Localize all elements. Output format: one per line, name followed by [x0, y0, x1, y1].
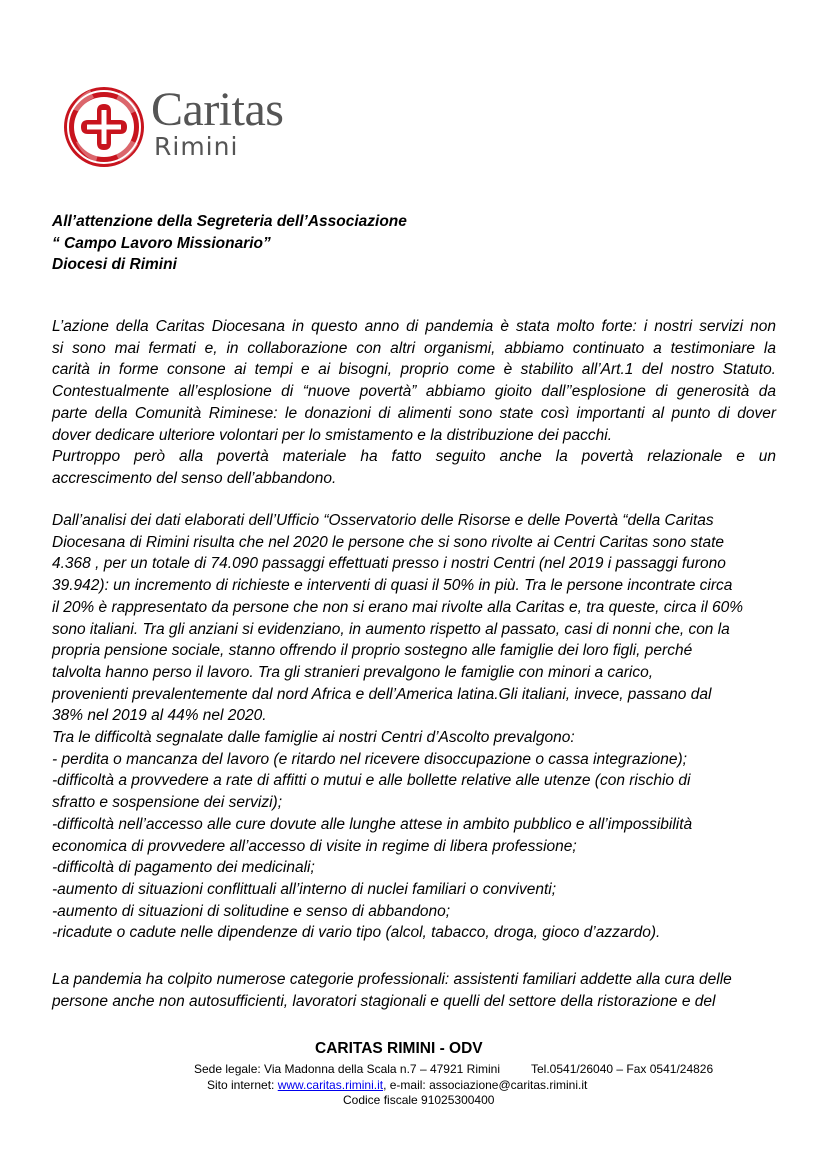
- list-item: -aumento di situazioni conflittuali all’interno di nuclei familiari o conviventi;: [52, 880, 556, 898]
- text-line: Contestualmente all’esplosione di “nuove povertà” abbiamo gioito dall’’esplosione di generosità da: [52, 383, 776, 401]
- logo-city: Rimini: [154, 132, 239, 161]
- address-line-3: Diocesi di Rimini: [52, 256, 177, 273]
- list-item: -difficoltà di pagamento dei medicinali;: [52, 859, 315, 877]
- text-line: Tra le difficoltà segnalate dalle famiglie ai nostri Centri d’Ascolto prevalgono:: [52, 729, 575, 747]
- list-item: -difficoltà nell’accesso alle cure dovute alle lunghe attese in ambito pubblico e all’impossibilità: [52, 815, 693, 833]
- footer-email: , e-mail: associazione@caritas.rimini.it: [383, 1078, 588, 1092]
- text-line: talvolta hanno perso il lavoro. Tra gli stranieri prevalgono le famiglie con minori a carico,: [52, 663, 654, 681]
- footer-tax-code: Codice fiscale 91025300400: [343, 1093, 495, 1107]
- recipient-address: [52, 211, 407, 276]
- logo-wordmark: Caritas: [151, 83, 284, 136]
- text-line: provenienti prevalentemente dal nord Africa e dell’America latina.Gli italiani, invece, passano dal: [52, 685, 712, 703]
- text-line: economica di provvedere all’accesso di visite in regime di libera professione;: [52, 837, 577, 855]
- text-line: carità in forme consone ai tempi e ai bisogni, proprio come è stabilito all’Art.1 del nostro Statuto.: [52, 361, 776, 379]
- list-item: - perdita o mancanza del lavoro (e ritardo nel ricevere disoccupazione o cassa integrazione);: [52, 750, 687, 768]
- text-line: il 20% è rappresentato da persone che non si erano mai rivolte alla Caritas e, tra queste, circa il 60%: [52, 598, 743, 616]
- text-line: persone anche non autosufficienti, lavoratori stagionali e quelli del settore della ristorazione e del: [52, 992, 716, 1010]
- paragraph-pandemic-intro: [52, 316, 776, 490]
- text-line: Dall’analisi dei dati elaborati dell’Ufficio “Osservatorio delle Risorse e delle Povertà “della Caritas: [52, 512, 714, 529]
- text-line: accrescimento del senso dell’abbandono.: [52, 469, 337, 487]
- caritas-logo: [64, 84, 304, 170]
- text-line: sono italiani. Tra gli anziani si evidenziano, in aumento rispetto al passato, casi di nonni che, con la: [52, 620, 730, 638]
- footer-org-name: CARITAS RIMINI - ODV: [315, 1040, 483, 1057]
- footer-contacts: [207, 1078, 587, 1092]
- paragraph-professional-categories: [52, 969, 776, 1012]
- text-line: L’azione della Caritas Diocesana in questo anno di pandemia è stata molto forte: i nostri servizi non: [52, 318, 776, 335]
- text-line: Purtroppo però alla povertà materiale ha fatto seguito anche la povertà relazionale e un: [52, 448, 776, 466]
- text-line: sfratto e sospensione dei servizi);: [52, 794, 283, 812]
- list-item: -aumento di situazioni di solitudine e senso di abbandono;: [52, 902, 451, 920]
- address-line-2: “ Campo Lavoro Missionario”: [52, 234, 271, 252]
- footer-web-prefix: Sito internet:: [207, 1078, 278, 1092]
- text-line: Diocesana di Rimini risulta che nel 2020 le persone che si sono rivolte ai Centri Caritas sono state: [52, 533, 725, 551]
- footer-address: Sede legale: Via Madonna della Scala n.7 – 47921 Rimini: [194, 1062, 500, 1076]
- text-line: si sono mai fermati e, in collaborazione con altri organismi, abbiamo continuato a testimoniare la: [52, 339, 776, 357]
- text-line: 39.942): un incremento di richieste e interventi di quasi il 50% in più. Tra le persone incontrate circa: [52, 577, 733, 595]
- text-line: 4.368 , per un totale di 74.090 passaggi effettuati presso i nostri Centri (nel 2019 i passaggi furono: [52, 555, 726, 573]
- text-line: propria pensione sociale, stanno offrendo il proprio sostegno alle famiglie dei loro figli, perché: [52, 642, 693, 660]
- list-item: -ricadute o cadute nelle dipendenze di vario tipo (alcol, tabacco, droga, gioco d’azzardo).: [52, 924, 661, 942]
- website-link[interactable]: www.caritas.rimini.it: [277, 1078, 384, 1092]
- list-item: -difficoltà a provvedere a rate di affitti o mutui e alle bollette relative alle utenze (con rischio di: [52, 772, 691, 790]
- text-line: La pandemia ha colpito numerose categorie professionali: assistenti familiari addette alla cura delle: [52, 971, 732, 988]
- address-line-1: All’attenzione della Segreteria dell’Associazione: [52, 213, 407, 230]
- text-line: 38% nel 2019 al 44% nel 2020.: [52, 707, 267, 725]
- caritas-emblem-icon: [64, 84, 144, 170]
- paragraph-data-analysis: [52, 510, 776, 944]
- footer-phone-fax: Tel.0541/26040 – Fax 0541/24826: [531, 1062, 714, 1076]
- text-line: dover dedicare ulteriore volontari per lo smistamento e la distribuzione dei pacchi.: [52, 426, 613, 444]
- text-line: parte della Comunità Riminese: le donazioni di alimenti sono state così importanti al punto di dover: [52, 404, 776, 422]
